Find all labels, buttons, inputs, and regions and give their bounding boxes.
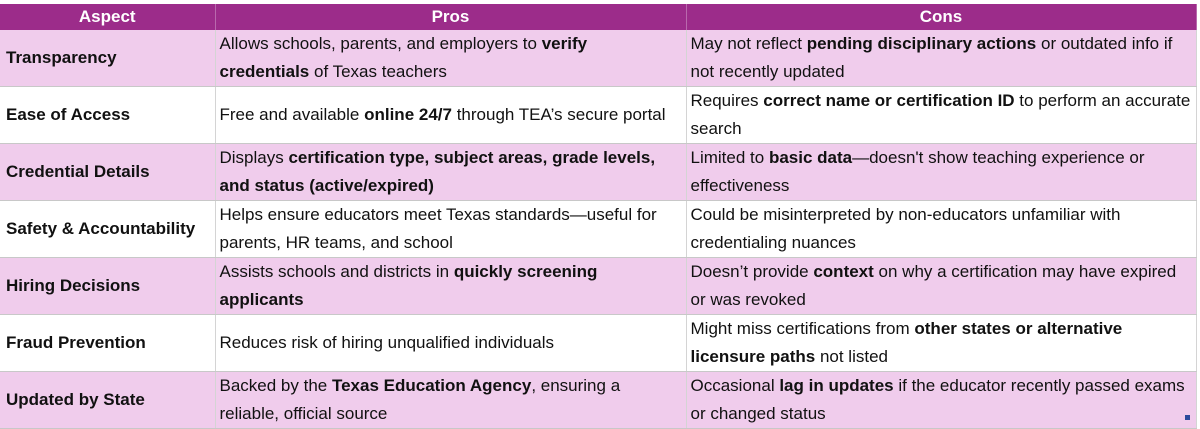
cons-text-segment: if the educator recently passed exams or changed status	[690, 376, 1185, 423]
cons-text-segment: not listed	[815, 347, 888, 366]
pros-text-segment: verify credentials	[219, 34, 588, 81]
pros-text-segment: of Texas teachers	[309, 62, 447, 81]
pros-cell[interactable]	[215, 201, 686, 258]
cons-cell[interactable]	[686, 372, 1196, 429]
aspect-cell[interactable]: Hiring Decisions	[0, 258, 215, 315]
pros-text-segment: certification type, subject areas, grade levels, and status (active/expired)	[219, 148, 656, 195]
cons-text-segment: —doesn't show teaching experience or effectiveness	[690, 148, 1145, 195]
pros-text-segment: , ensuring a reliable, official source	[219, 376, 621, 423]
pros-text-segment: Allows schools, parents, and employers to	[219, 34, 542, 53]
cons-text-segment: on why a certification may have expired or was revoked	[690, 262, 1177, 309]
cons-cell[interactable]	[686, 87, 1196, 144]
aspect-cell[interactable]: Safety & Accountability	[0, 201, 215, 258]
table-row	[0, 144, 1196, 201]
cons-text-segment: Occasional	[690, 376, 780, 395]
table-row	[0, 201, 1196, 258]
pros-cell[interactable]	[215, 30, 686, 87]
pros-cell[interactable]	[215, 258, 686, 315]
table-row	[0, 30, 1196, 87]
header-cons[interactable]: Cons	[686, 4, 1196, 30]
pros-text-segment: Assists schools and districts in	[219, 262, 454, 281]
aspect-cell[interactable]: Transparency	[0, 30, 215, 87]
pros-text-segment: Displays	[219, 148, 289, 167]
table-row	[0, 315, 1196, 372]
header-pros[interactable]: Pros	[215, 4, 686, 30]
cons-cell[interactable]	[686, 258, 1196, 315]
cons-cell[interactable]	[686, 201, 1196, 258]
cons-text-segment: Might miss certifications from	[690, 319, 915, 338]
cons-text-segment: pending disciplinary actions	[806, 34, 1037, 53]
table-row	[0, 372, 1196, 429]
header-aspect[interactable]: Aspect	[0, 4, 215, 30]
cons-cell[interactable]	[686, 315, 1196, 372]
pros-cell[interactable]	[215, 372, 686, 429]
pros-cell[interactable]	[215, 315, 686, 372]
cons-cell[interactable]	[686, 30, 1196, 87]
table-row	[0, 87, 1196, 144]
cons-text-segment: Doesn’t provide	[690, 262, 814, 281]
cons-text-segment: Requires	[690, 91, 764, 110]
aspect-cell[interactable]: Ease of Access	[0, 87, 215, 144]
table-body	[0, 30, 1196, 429]
pros-cons-table	[0, 4, 1197, 429]
pros-text-segment: through TEA’s secure portal	[451, 105, 666, 124]
aspect-cell[interactable]: Updated by State	[0, 372, 215, 429]
aspect-cell[interactable]: Fraud Prevention	[0, 315, 215, 372]
table-resize-handle[interactable]	[1185, 415, 1190, 420]
pros-cell[interactable]	[215, 87, 686, 144]
pros-text-segment: Texas Education Agency	[331, 376, 532, 395]
aspect-cell[interactable]: Credential Details	[0, 144, 215, 201]
pros-text-segment: Helps ensure educators meet Texas standards—useful for parents, HR teams, and school	[219, 205, 657, 252]
pros-text-segment: quickly screening applicants	[219, 262, 598, 309]
pros-text-segment: online 24/7	[364, 105, 452, 124]
table-row	[0, 258, 1196, 315]
pros-text-segment: Reduces risk of hiring unqualified individuals	[219, 333, 555, 352]
cons-cell[interactable]	[686, 144, 1196, 201]
cons-text-segment: or outdated info if not recently updated	[690, 34, 1173, 81]
cons-text-segment: other states or alternative licensure paths	[690, 319, 1123, 366]
cons-text-segment: Limited to	[690, 148, 769, 167]
cons-text-segment: Could be misinterpreted by non-educators unfamiliar with credentialing nuances	[690, 205, 1121, 252]
pros-text-segment: Backed by the	[219, 376, 332, 395]
cons-text-segment: May not reflect	[690, 34, 807, 53]
cons-text-segment: correct name or certification ID	[763, 91, 1015, 110]
cons-text-segment: lag in updates	[779, 376, 894, 395]
header-row	[0, 4, 1196, 30]
cons-text-segment: context	[813, 262, 874, 281]
cons-text-segment: to perform an accurate search	[690, 91, 1191, 138]
pros-text-segment: Free and available	[219, 105, 365, 124]
pros-cell[interactable]	[215, 144, 686, 201]
cons-text-segment: basic data	[768, 148, 853, 167]
